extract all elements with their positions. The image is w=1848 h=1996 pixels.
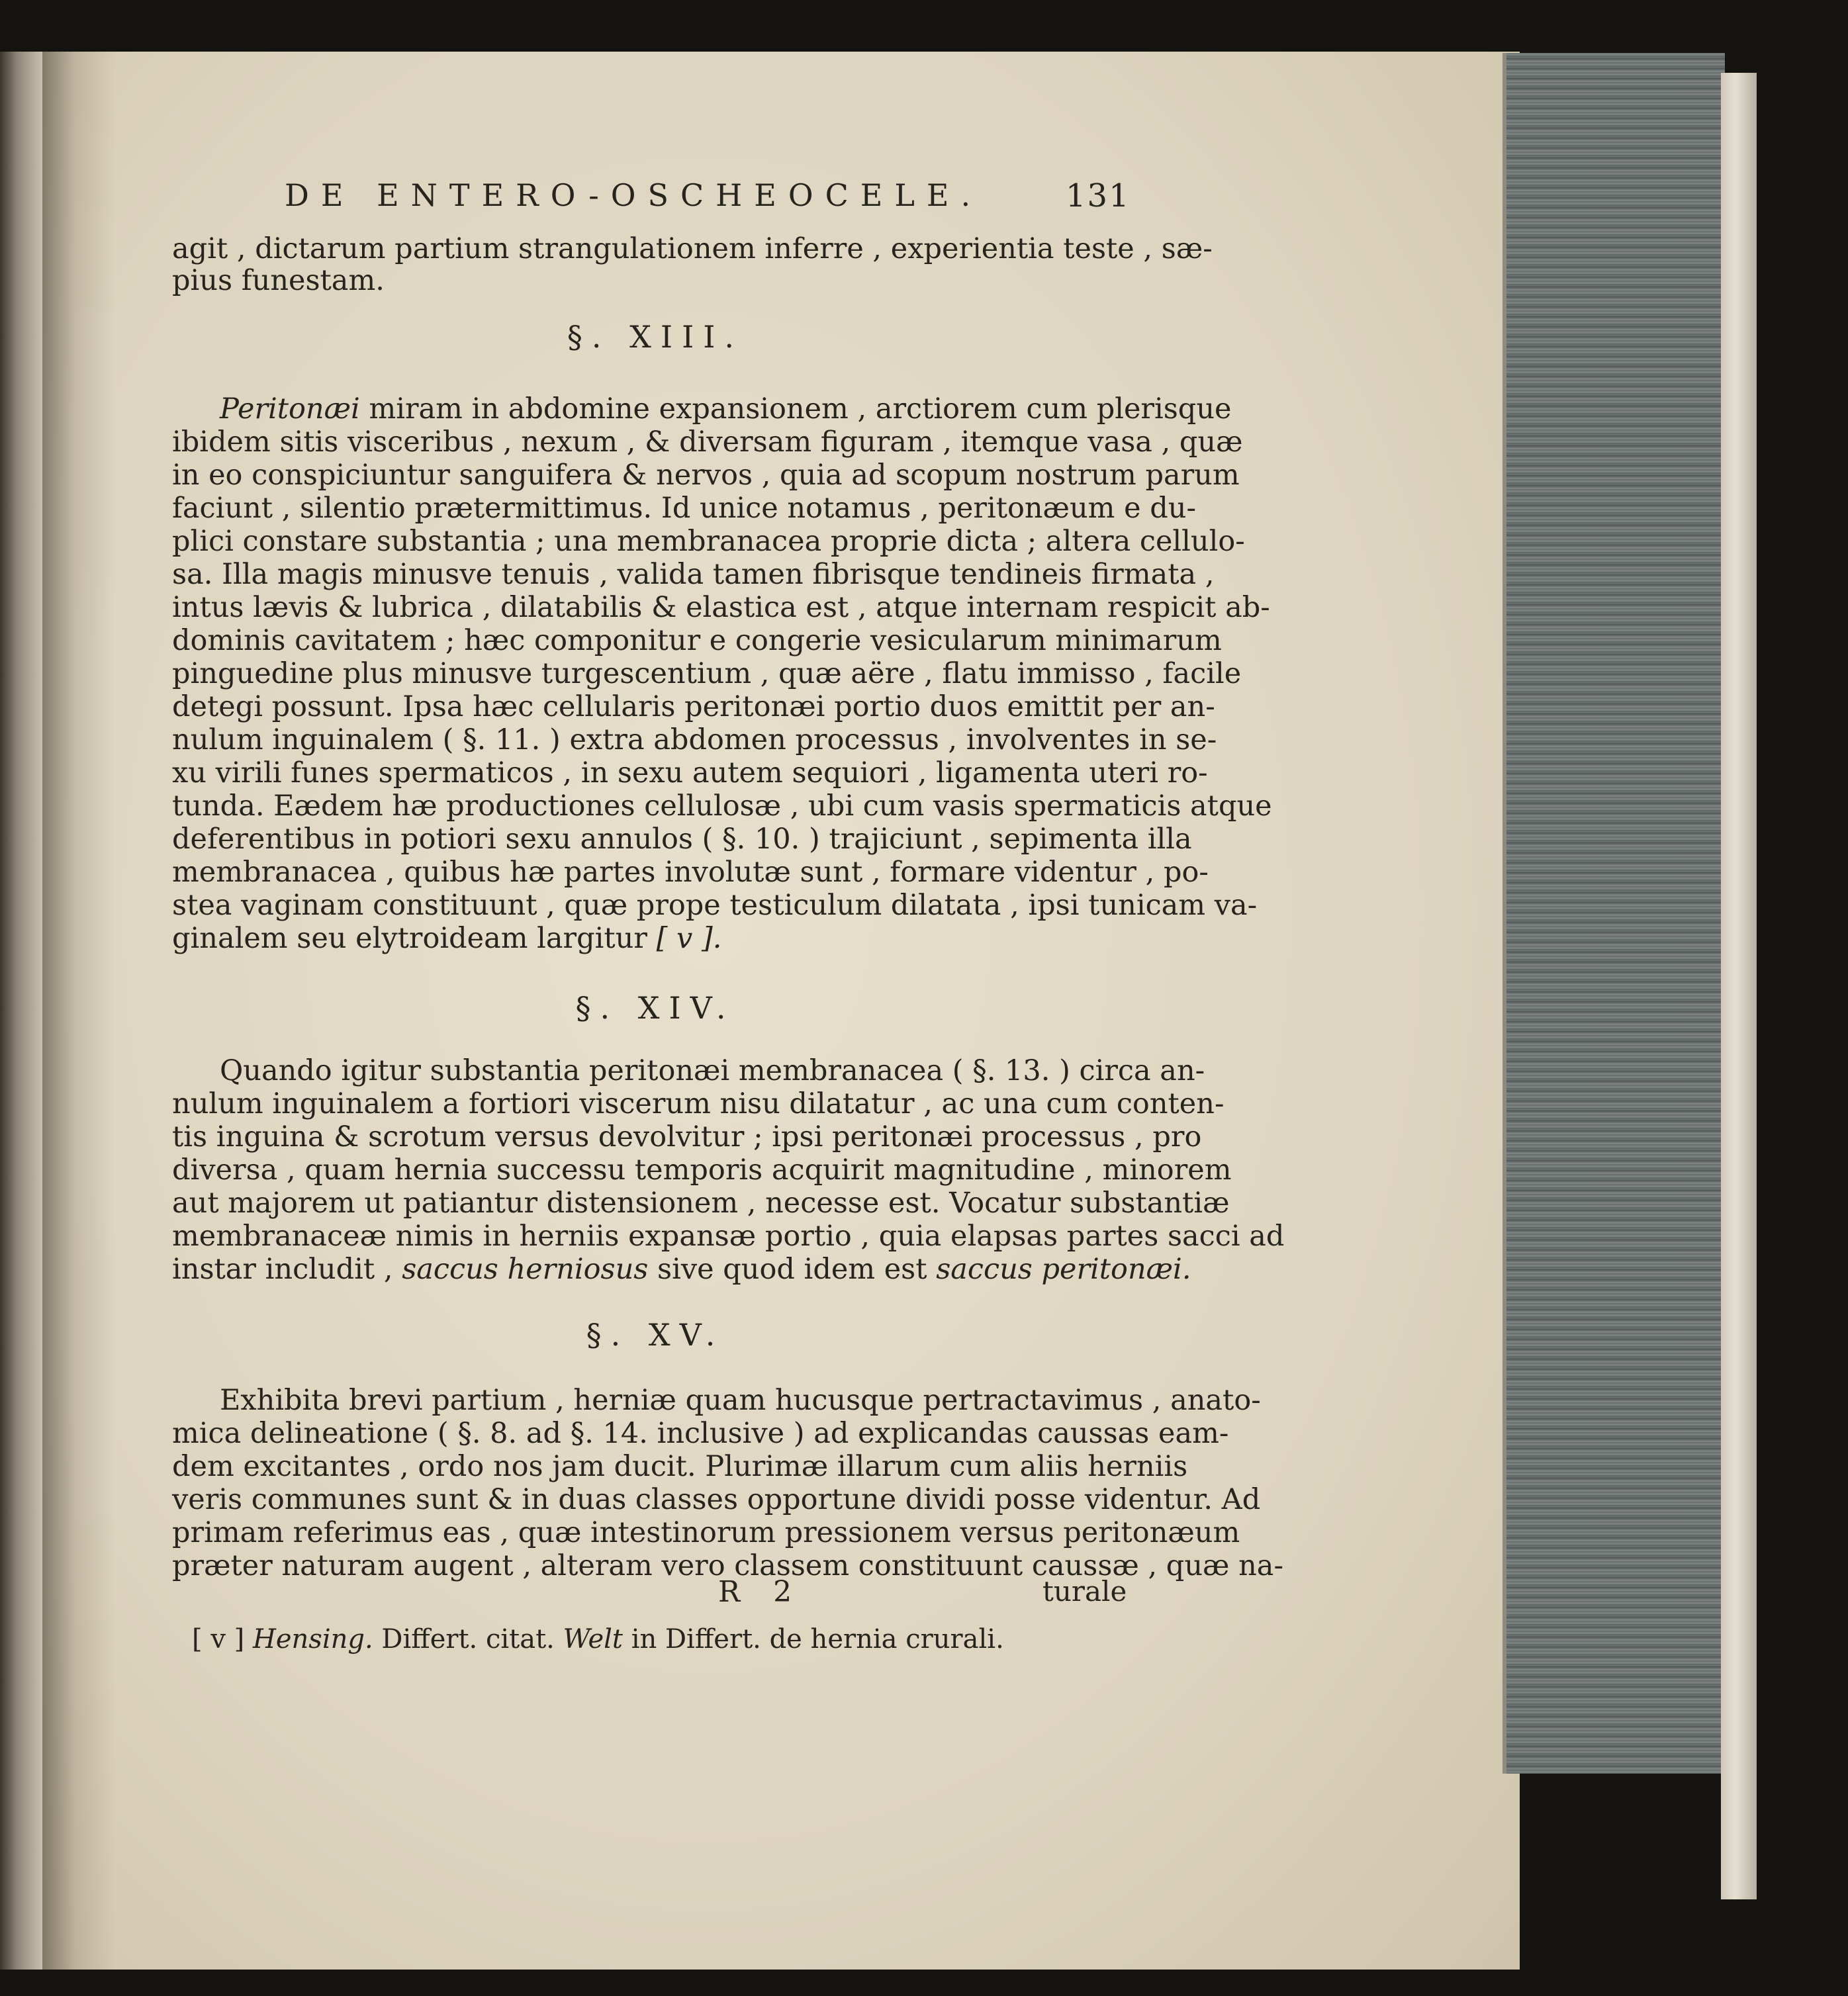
- text-line: pius funestam.: [172, 264, 385, 297]
- text-line: agit , dictarum partium strangulationem inferre , experientia teste , sæ-: [172, 232, 1213, 265]
- section-heading: §. XIV.: [575, 990, 735, 1026]
- text-line: detegi possunt. Ipsa hæc cellularis peritonæi portio duos emittit per an-: [172, 690, 1215, 723]
- text-line: præter naturam augent , alteram vero classem constituunt caussæ , quæ na-: [172, 1549, 1283, 1582]
- section-heading: §. XIII.: [567, 319, 744, 355]
- page-stack-edge: [1502, 53, 1725, 1774]
- page-gutter-shadow: [42, 52, 115, 1970]
- text-line: primam referimus eas , quæ intestinorum pressionem versus peritonæum: [172, 1516, 1240, 1549]
- footnote-text: in Differt. de hernia crurali.: [631, 1624, 1004, 1655]
- text-line: xu virili funes spermaticos , in sexu autem sequiori , ligamenta uteri ro-: [172, 756, 1208, 790]
- text-line: tunda. Eædem hæ productiones cellulosæ , ubi cum vasis spermaticis atque: [172, 790, 1272, 823]
- emphasis-word: Peritonæi: [220, 392, 360, 426]
- text-fragment: sive quod idem est: [657, 1253, 927, 1286]
- text-fragment: miram in abdomine expansionem , arctiorem cum plerisque: [369, 392, 1232, 426]
- section-heading: §. XV.: [586, 1317, 725, 1353]
- text-line: aut majorem ut patiantur distensionem , necesse est. Vocatur substantiæ: [172, 1187, 1230, 1220]
- text-line: stea vaginam constituunt , quæ prope testiculum dilatata , ipsi tunicam va-: [172, 889, 1258, 922]
- text-line: intus lævis & lubrica , dilatabilis & elastica est , atque internam respicit ab-: [172, 591, 1270, 624]
- page-number: 131: [1066, 177, 1131, 214]
- text-line: membranaceæ nimis in herniis expansæ portio , quia elapsas partes sacci ad: [172, 1220, 1285, 1253]
- text-fragment: instar includit ,: [172, 1253, 393, 1286]
- text-line: pinguedine plus minusve turgescentium , quæ aëre , flatu immisso , facile: [172, 657, 1242, 690]
- text-line: faciunt , silentio prætermittimus. Id unice notamus , peritonæum e du-: [172, 492, 1196, 525]
- footnote-text: Differt. citat.: [381, 1624, 555, 1655]
- text-line: [172, 1253, 1191, 1286]
- footnote-author: Hensing.: [252, 1624, 373, 1655]
- running-head: DE ENTERO-OSCHEOCELE.: [285, 177, 983, 213]
- text-line: in eo conspiciuntur sanguifera & nervos , quia ad scopum nostrum parum: [172, 459, 1240, 492]
- catchword: turale: [1042, 1575, 1127, 1608]
- text-line: Quando igitur substantia peritonæi membranacea ( §. 13. ) circa an-: [220, 1054, 1205, 1087]
- text-line: mica delineatione ( §. 8. ad §. 14. inclusive ) ad explicandas caussas eam-: [172, 1417, 1229, 1450]
- emphasis-term: saccus peritonæi.: [936, 1253, 1191, 1286]
- text-line: [172, 923, 1138, 954]
- footnote-author: Welt: [563, 1624, 623, 1655]
- text-line: Exhibita brevi partium , herniæ quam hucusque pertractavimus , anato-: [220, 1384, 1261, 1417]
- text-line: membranacea , quibus hæ partes involutæ sunt , formare videntur , po-: [172, 856, 1209, 889]
- text-line: dem excitantes , ordo nos jam ducit. Plurimæ illarum cum aliis herniis: [172, 1450, 1188, 1483]
- left-page-edge: [0, 52, 42, 1970]
- text-line: [172, 392, 1232, 426]
- footnote-mark: [ v ]: [192, 1624, 245, 1655]
- text-line: nulum inguinalem ( §. 11. ) extra abdomen processus , involventes in se-: [172, 723, 1217, 756]
- footnote: [192, 1624, 1004, 1655]
- book-cover-edge: [1721, 73, 1757, 1899]
- text-line: nulum inguinalem a fortiori viscerum nisu dilatatur , ac una cum conten-: [172, 1087, 1224, 1120]
- text-line: dominis cavitatem ; hæc componitur e congerie vesicularum minimarum: [172, 624, 1222, 657]
- text-line: ibidem sitis visceribus , nexum , & diversam figuram , itemque vasa , quæ: [172, 426, 1243, 459]
- text-line: diversa , quam hernia successu temporis acquirit magnitudine , minorem: [172, 1154, 1232, 1187]
- text-line: plici constare substantia ; una membranacea proprie dicta ; altera cellulo-: [172, 525, 1245, 558]
- text-line: veris communes sunt & in duas classes opportune dividi posse videntur. Ad: [172, 1483, 1261, 1516]
- emphasis-term: saccus herniosus: [402, 1253, 649, 1286]
- signature-mark: R 2: [718, 1575, 804, 1609]
- footnote-reference: [ v ].: [656, 922, 722, 955]
- text-line: tis inguina & scrotum versus devolvitur ; ipsi peritonæi processus , pro: [172, 1120, 1202, 1154]
- text-line: sa. Illa magis minusve tenuis , valida tamen fibrisque tendineis firmata ,: [172, 558, 1215, 591]
- text-fragment: ginalem seu elytroideam largitur: [172, 922, 647, 955]
- text-line: deferentibus in potiori sexu annulos ( §. 10. ) trajiciunt , sepimenta illa: [172, 823, 1192, 856]
